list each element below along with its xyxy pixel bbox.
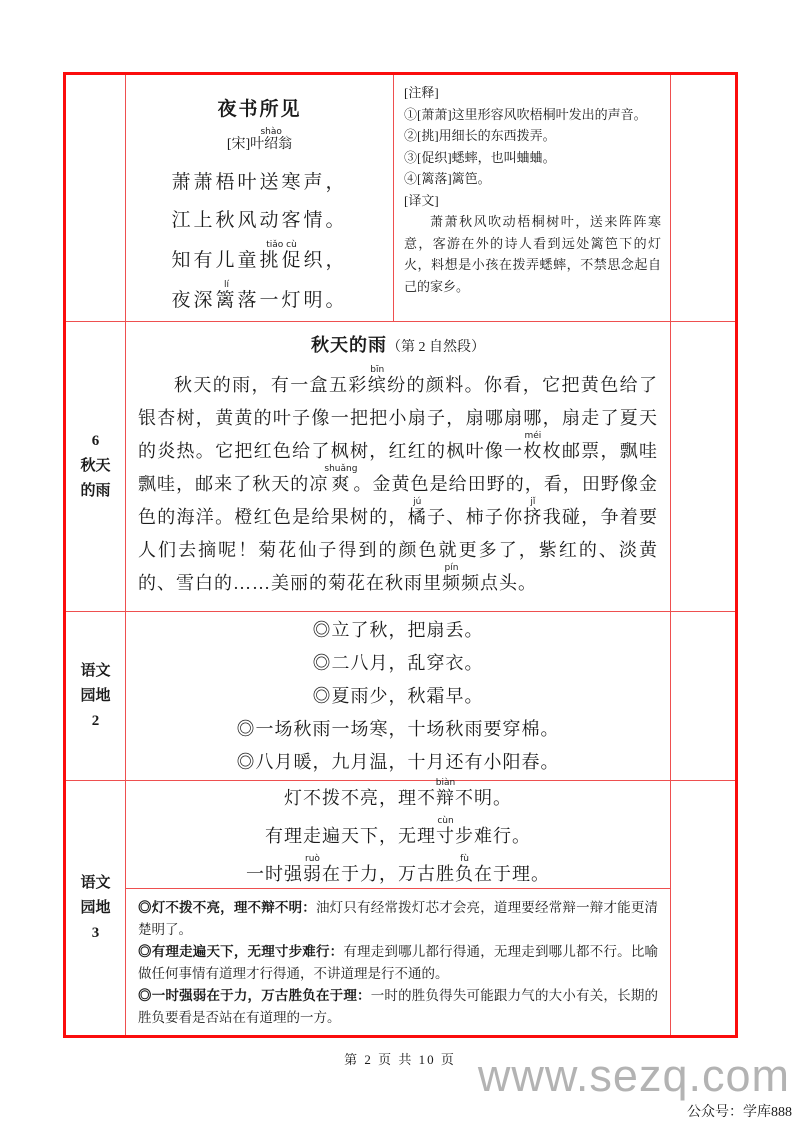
- notes-section: [394, 75, 670, 321]
- poem-section: [126, 75, 394, 321]
- row-poem-empty-cell: [670, 75, 735, 321]
- note-item: ③[促织]蟋蟀，也叫蛐蛐。: [404, 149, 556, 165]
- translation-header: [译文]: [404, 192, 439, 208]
- section-title: [138, 330, 658, 363]
- poem-line: 知有儿童挑促tiǎo cù织，: [171, 240, 348, 271]
- row-garden-3: [66, 777, 735, 1035]
- explanation-head: ◎一时强弱在于力，万古胜负在于理：: [138, 988, 371, 1003]
- label-line: 3: [91, 924, 100, 941]
- proverb-line: ◎夏雨少，秋霜早。: [312, 685, 484, 706]
- watermark-url: www.sezq.com: [477, 1050, 790, 1101]
- row-garden-2-label-cell: [66, 612, 126, 780]
- proverb-line: 灯不拨不亮，理不辩biàn不明。: [284, 777, 512, 808]
- poem-title: 夜书所见: [217, 99, 302, 120]
- proverb-line: ◎一场秋雨一场寒，十场秋雨要穿棉。: [236, 718, 560, 739]
- label-line: 语文: [80, 874, 111, 891]
- row-autumn-rain: [66, 321, 735, 611]
- explanation-body: 有理走到哪儿都行得通，无理走到哪儿都不行。比喻做任何事情有道理才行得通，不讲道理是行不通的。: [138, 944, 659, 981]
- study-sheet-table: [63, 72, 738, 1038]
- section-title-main: 秋天的雨: [311, 335, 387, 355]
- note-item: ②[挑]用细长的东西拨弄。: [404, 128, 556, 143]
- note-item: ①[萧萧]这里形容风吹梧桐叶发出的声音。: [404, 106, 647, 122]
- page-indicator: 第 2 页 共 10 页: [344, 1052, 456, 1067]
- explanation-item: [138, 985, 658, 1029]
- explanation-body: 一时的胜负得失可能跟力气的大小有关，长期的胜负要看是否站在有道理的一方。: [138, 988, 659, 1025]
- explanation-item: [138, 941, 658, 985]
- poem-author: [宋]叶绍shào翁: [226, 127, 293, 152]
- row-autumn-rain-content-cell: [126, 322, 670, 611]
- proverb-line: ◎立了秋，把扇丢。: [312, 619, 484, 640]
- proverb-line: 有理走遍天下，无理寸cùn步难行。: [265, 815, 531, 846]
- autumn-rain-paragraph: 秋天的雨，有一盒五彩缤bīn纷的颜料。你看，它把黄色给了银杏树，黄黄的叶子像一把把小扇子，扇哪扇哪，扇走了夏天的炎热。它把红色给了枫树，红红的枫叶像一枚méi枚邮票，飘哇飘哇，邮来了秋天的凉爽shuǎng。金黄色是给田野的，看，田野像金色的海洋。橙红色是给果树的，橘jú子、柿子你挤jǐ我碰，争着要人们去摘呢！菊花仙子得到的颜色就更多了，紫红的、淡黄的、雪白的……美丽的菊花在秋雨里频pín频点头。: [138, 365, 659, 593]
- garden-3-explanations: [126, 888, 670, 1029]
- explanation-item: [138, 897, 658, 941]
- label-line: 的雨: [80, 483, 111, 499]
- explanation-head: ◎灯不拨不亮，理不辩不明：: [138, 900, 316, 915]
- poem-lines-block: [171, 164, 347, 320]
- label-line: 6: [91, 433, 100, 449]
- row-autumn-rain-empty-cell: [670, 322, 735, 611]
- label-line: 园地: [80, 687, 111, 704]
- translation-text: 萧萧秋风吹动梧桐树叶，送来阵阵寒意，客游在外的诗人看到远处篱笆下的灯火，料想是小孩在拨弄蟋蟀，不禁思念起自己的家乡。: [404, 214, 661, 294]
- section-title-sub: （第 2 自然段）: [387, 340, 485, 355]
- row-poem: [66, 75, 735, 321]
- row-garden-3-content-cell: [126, 777, 670, 1035]
- poem-line: 江上秋风动客情。: [171, 210, 348, 231]
- credit-wechat-account: 公众号：学库888: [687, 1105, 792, 1120]
- row-garden-2-content-cell: [126, 612, 670, 780]
- note-item: ④[篱落]篱笆。: [404, 171, 491, 186]
- row-autumn-rain-label-cell: [66, 322, 126, 611]
- label-line: 语文: [80, 662, 111, 679]
- row-garden-3-empty-cell: [670, 781, 735, 1035]
- row-poem-content-cell: [126, 75, 670, 321]
- row-poem-label-cell: [66, 75, 126, 321]
- label-line: 园地: [80, 899, 111, 916]
- proverb-line: 一时强弱ruò在于力，万古胜负fù在于理。: [246, 853, 550, 884]
- poem-line: 夜深篱lí落一灯明。: [171, 280, 348, 311]
- explanation-body: 油灯只有经常拨灯芯才会亮，道理要经常辩一辩才能更清楚明了。: [138, 900, 659, 937]
- row-garden-2: [66, 611, 735, 780]
- proverb-line: ◎八月暖，九月温，十月还有小阳春。: [236, 751, 560, 772]
- label-line: 秋天: [80, 458, 111, 474]
- explanation-head: ◎有理走遍天下，无理寸步难行：: [138, 944, 344, 959]
- poem-line: 萧萧梧叶送寒声，: [171, 172, 348, 193]
- label-line: 2: [91, 712, 100, 729]
- row-garden-2-empty-cell: [670, 612, 735, 780]
- notes-header: [注释]: [404, 85, 439, 100]
- proverb-line: ◎二八月，乱穿衣。: [312, 652, 484, 673]
- garden-3-proverbs: [126, 777, 670, 888]
- row-garden-3-label-cell: [66, 781, 126, 1035]
